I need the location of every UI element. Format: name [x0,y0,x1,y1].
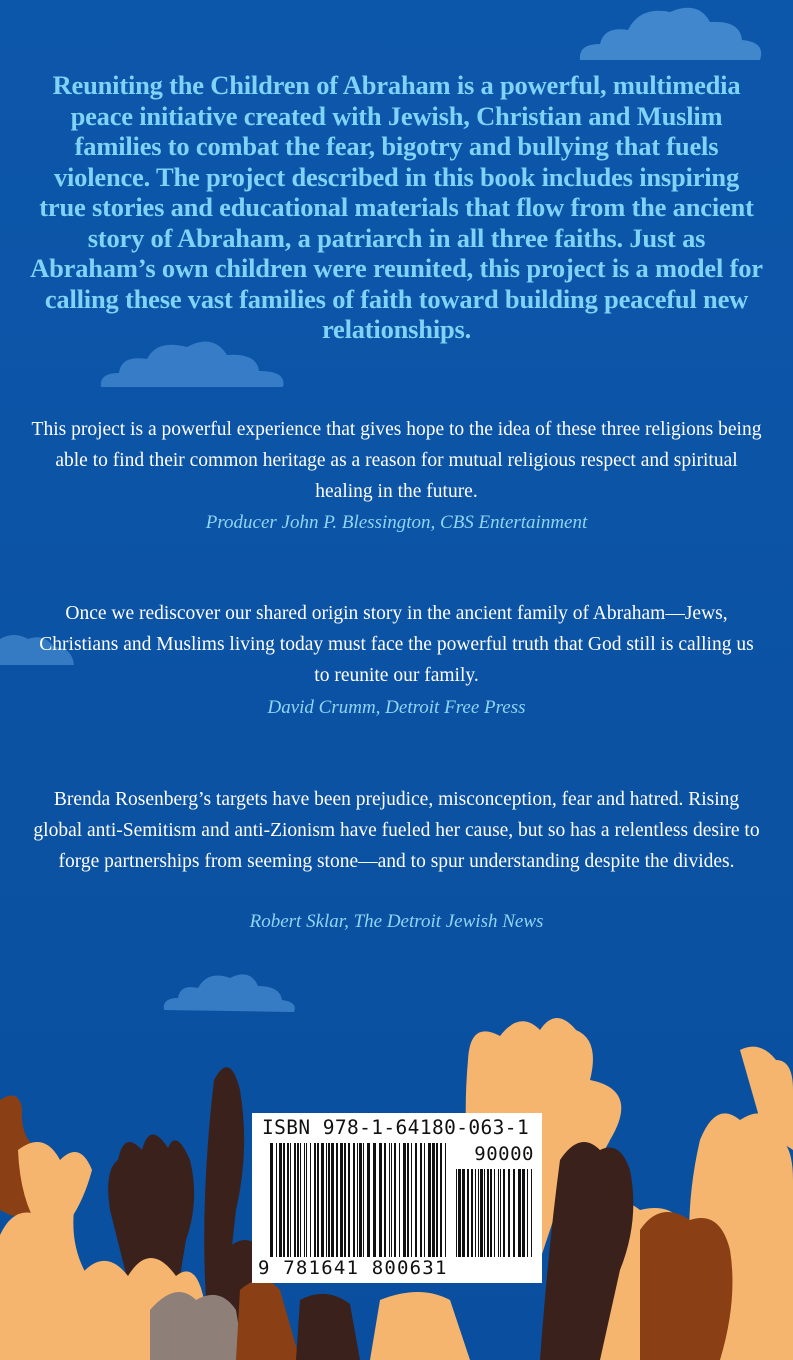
barcode-bar [522,1169,525,1257]
testimonial-quote: Brenda Rosenberg’s targets have been prejudice, misconception, fear and hatred. Rising global anti-Semitism and anti-Zionism have fueled her cause, but so has a relentless desire to forge partnerships from seeming stone—and to spur understanding despite the divides. [33,789,760,872]
hand-shape [296,1294,360,1360]
barcode-bar [328,1143,330,1257]
barcode-bar [471,1169,473,1257]
barcode-bar [348,1143,350,1257]
barcode-bar [478,1169,479,1257]
barcode-bar [357,1143,358,1257]
testimonial-attribution: Robert Sklar, The Detroit Jewish News [249,911,544,932]
barcode-bar [353,1143,355,1257]
barcode-bar [304,1143,305,1257]
barcode-bar [498,1169,499,1257]
barcode-bar [306,1143,307,1257]
barcode-bar [487,1169,489,1257]
barcode-bar [428,1143,431,1257]
barcode-bar [359,1143,362,1257]
barcode-bar [475,1169,476,1257]
barcode-bar [527,1169,528,1257]
barcode-bar [420,1143,422,1257]
barcode-bar [294,1143,296,1257]
barcode-bar [440,1143,442,1257]
barcode-bar [379,1143,382,1257]
barcode-bar [276,1143,277,1257]
ean-digits: 9 781641 800631 [258,1257,448,1279]
barcode-bar [480,1169,483,1257]
barcode-bar [336,1143,338,1257]
barcode-bar [399,1143,400,1257]
barcode-bar [403,1143,406,1257]
barcode-bar [331,1143,334,1257]
cover-blurb: Reuniting the Children of Abraham is a powerful, multimedia peace initiative created with Jewish, Christian and Muslim families to combat the fear, bigotry and bullying that fuels violence. The project described in this book includes inspiring true stories and educational materials that flow from the ancient story of Abraham, a patriarch in all three faiths. Just as Abraham’s own children were reunited, this project is a model for calling these vast families of faith toward building peaceful new relationships. [30,70,763,344]
isbn-text: ISBN 978-1-64180-063-1 [262,1116,530,1139]
barcode-bar [321,1143,324,1257]
barcode-bar [373,1143,376,1257]
barcode-bar [344,1143,346,1257]
barcode-bar [391,1143,392,1257]
barcode-bar [314,1143,316,1257]
barcode-bar [389,1143,390,1257]
barcode [252,1113,542,1283]
barcode-bar [458,1169,461,1257]
barcode-bar [432,1143,435,1257]
barcode-bar [490,1169,492,1257]
barcode-bar [508,1169,510,1257]
testimonial-attribution: Producer John P. Blessington, CBS Entertainment [205,512,588,533]
barcode-bar [326,1143,327,1257]
barcode-bar [290,1143,291,1257]
barcode-bar [494,1169,495,1257]
barcode-bar [407,1143,409,1257]
testimonial-quote: This project is a powerful experience that gives hope to the idea of these three religions being able to find their common heritage as a reason for mutual religious respect and spiritual healing in the future. [31,419,762,502]
barcode-bar [384,1143,386,1257]
barcode-bar [394,1143,396,1257]
barcode-bar [411,1143,412,1257]
barcode-bar [484,1169,485,1257]
hand-shape [370,1292,470,1360]
barcode-bar [363,1143,364,1257]
barcode-bar [297,1143,299,1257]
barcode-bar [467,1169,469,1257]
barcode-bar [367,1143,370,1257]
barcode-bar [300,1143,301,1257]
barcode-bar [500,1169,501,1257]
barcode-bar [503,1169,505,1257]
barcode-bar [424,1143,425,1257]
barcode-bar [283,1143,285,1257]
barcode-bar [279,1143,282,1257]
barcode-bar [462,1169,465,1257]
barcode-bar [340,1143,343,1257]
hand-shape [640,1212,732,1360]
barcode-bar [317,1143,319,1257]
hand-shape [236,1280,300,1360]
barcode-bar [415,1143,417,1257]
barcode-bar [287,1143,289,1257]
barcode-bar [445,1143,446,1257]
price-code: 90000 [474,1143,534,1165]
barcode-bar [310,1143,311,1257]
barcode-bar [270,1143,273,1257]
testimonial-attribution: David Crumm, Detroit Free Press [267,697,526,718]
barcode-bar [531,1169,532,1257]
barcode-bar [436,1143,438,1257]
testimonial-quote: Once we rediscover our shared origin story in the ancient family of Abraham—Jews, Christians and Muslims living today must face the powerful truth that God still is calling us to reunite our family. [39,603,754,686]
barcode-bar [456,1169,457,1257]
barcode-bar [518,1169,521,1257]
barcode-bar [513,1169,515,1257]
